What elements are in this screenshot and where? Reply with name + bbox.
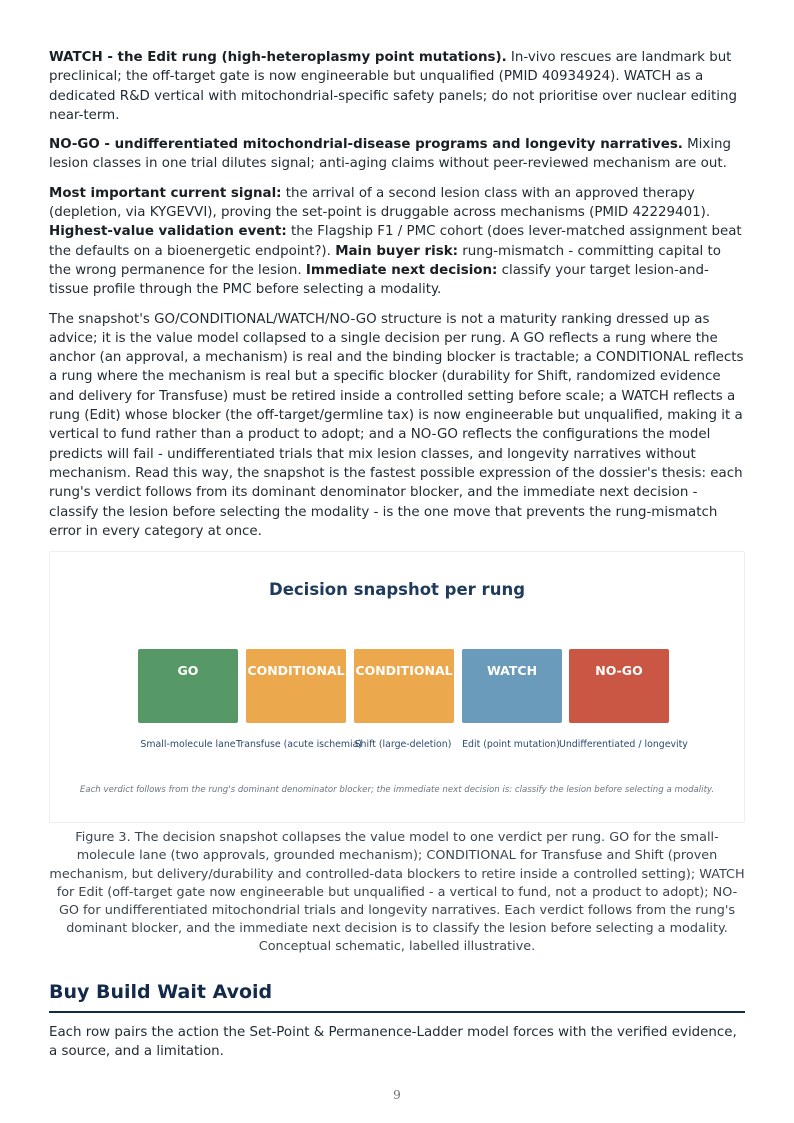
watch-lead: WATCH - the Edit rung (high-heteroplasmy point mutations). xyxy=(49,50,507,65)
rung-label-transfuse: Transfuse (acute ischemia) xyxy=(236,739,363,751)
watch-body: In-vivo rescues are landmark but preclinical; the off-target gate is now engineerable but unqualified (PMID 40934924). WATCH as a dedicated R&D vertical with mitochondrial-specific safety panels; do not prioritise over nuclear editing near-term. xyxy=(49,50,737,123)
figure-title: Decision snapshot per rung xyxy=(269,580,525,600)
rung-label-small-molecule: Small-molecule lane xyxy=(140,739,236,751)
rung-label-undifferentiated: Undifferentiated / longevity xyxy=(559,739,688,751)
signal-lead: Most important current signal: xyxy=(49,185,282,201)
validation-body: the Flagship F1 / PMC cohort (does lever-matched assignment beat the defaults on a bioenergetic endpoint?). xyxy=(49,224,742,259)
section-intro: Each row pairs the action the Set-Point & Permanence-Ladder model forces with the verified evidence, a source, and a limitation. xyxy=(49,1024,737,1059)
risk-lead: Main buyer risk: xyxy=(335,243,458,259)
nogo-paragraph xyxy=(49,135,745,174)
signal-body: the arrival of a second lesion class with an approved therapy (depletion, via KYGEVVI), proving the set-point is druggable across mechanisms (PMID 42229401). xyxy=(49,185,711,221)
watch-paragraph xyxy=(49,48,745,125)
validation-lead: Highest-value validation event: xyxy=(49,224,287,240)
next-decision-body: classify your target lesion-and-tissue profile through the PMC before selecting a modality. xyxy=(49,262,709,298)
verdict-watch: WATCH xyxy=(462,649,562,723)
section-heading: Buy Build Wait Avoid xyxy=(49,981,745,1013)
nogo-body: Mixing lesion classes in one trial dilutes signal; anti-aging claims without peer-reviewed mechanism are out. xyxy=(49,137,732,172)
next-decision-lead: Immediate next decision: xyxy=(305,262,498,278)
page-number: 9 xyxy=(393,1088,401,1102)
verdict-conditional-shift: CONDITIONAL xyxy=(354,649,454,723)
page-content xyxy=(49,48,745,1061)
rung-label-shift: Shift (large-deletion) xyxy=(354,739,452,751)
figure-caption: Figure 3. The decision snapshot collapses the value model to one verdict per rung. GO for the small-molecule lane (two approvals, grounded mechanism); CONDITIONAL for Transfuse and Shift (proven mechanism, but delivery/durability and controlled-data blockers to retire inside a controlled setting); WATCH for Edit (off-target gate now engineerable but unqualified - a vertical to fund, not a product to adopt); NO-GO for undifferentiated mitochondrial trials and longevity narratives. Each verdict follows from the rung's dominant blocker, and the immediate next decision is to classify the lesion before selecting a modality. Conceptual schematic, labelled illustrative. xyxy=(49,830,745,955)
signals-paragraph xyxy=(49,184,745,300)
risk-body: rung-mismatch - committing capital to the wrong permanence for the lesion. xyxy=(49,243,721,278)
verdict-go: GO xyxy=(138,649,238,723)
decision-snapshot-figure xyxy=(49,551,745,823)
verdict-nogo: NO-GO xyxy=(569,649,669,723)
figure-note: Each verdict follows from the rung's dominant denominator blocker; the immediate next decision is: classify the lesion before selecting a modality. xyxy=(79,785,715,796)
structure-paragraph: The snapshot's GO/CONDITIONAL/WATCH/NO-GO structure is not a maturity ranking dressed up as advice; it is the value model collapsed to a single decision per rung. A GO reflects a rung where the anchor (an approval, a mechanism) is real and the binding blocker is tractable; a CONDITIONAL reflects a rung where the mechanism is real but a specific blocker (durability for Shift, randomized evidence and delivery for Transfuse) must be retired inside a controlled setting before scale; a WATCH reflects a rung (Edit) whose blocker (the off-target/germline tax) is now engineerable but unqualified, making it a vertical to fund rather than a product to adopt; and a NO-GO reflects the configurations the model predicts will fail - undifferentiated trials that mix lesion classes, and longevity narratives without mechanism. Read this way, the snapshot is the fastest possible expression of the dossier's thesis: each rung's verdict follows from its dominant denominator blocker, and the immediate next decision - classify the lesion before selecting the modality - is the one move that prevents the rung-mismatch error in every category at once. xyxy=(49,311,744,539)
verdict-conditional-transfuse: CONDITIONAL xyxy=(246,649,346,723)
nogo-lead: NO-GO - undifferentiated mitochondrial-disease programs and longevity narratives. xyxy=(49,137,683,153)
rung-label-edit: Edit (point mutation) xyxy=(462,739,560,751)
